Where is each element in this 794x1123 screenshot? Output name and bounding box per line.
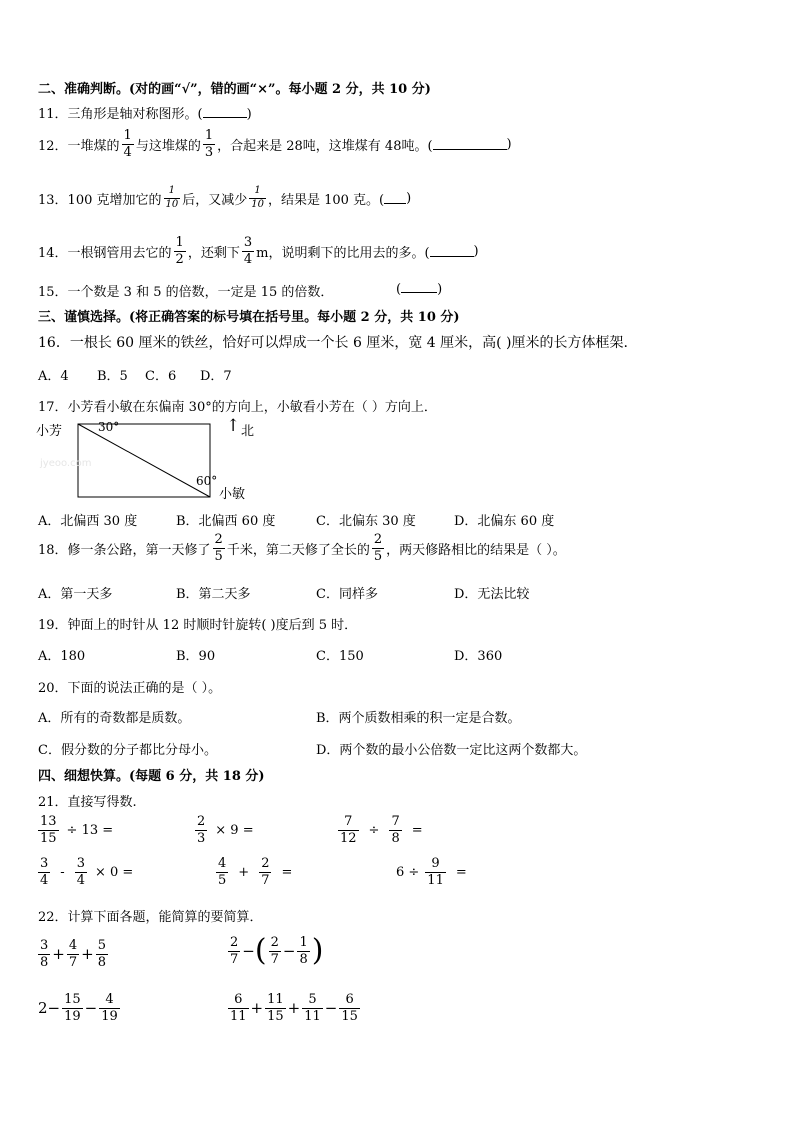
q16-option-b[interactable]: B．5 xyxy=(97,369,128,384)
q16-option-a[interactable]: A．4 xyxy=(38,369,69,384)
fraction: $\frac{1}{10}$ xyxy=(251,185,264,210)
q21-expr-6 xyxy=(396,857,467,887)
fraction: $\frac{4}{5}$ xyxy=(218,856,227,888)
q15-answer xyxy=(396,281,442,297)
label-xiaomin: 小敏 xyxy=(219,487,246,502)
q17-option-d[interactable]: D．北偏东 60 度 xyxy=(454,514,555,529)
q19-option-a[interactable]: A．180 xyxy=(38,649,86,664)
q12-text-c: ，合起来是 28吨，这堆煤有 48吨。( xyxy=(217,138,433,154)
paren-close: ) xyxy=(473,243,479,259)
q16-option-c[interactable]: C．6 xyxy=(145,369,177,384)
answer-blank[interactable] xyxy=(384,192,406,204)
q18-option-b[interactable]: B．第二天多 xyxy=(176,587,251,602)
q17-option-b[interactable]: B．北偏西 60 度 xyxy=(176,514,276,529)
direction-figure xyxy=(36,418,266,506)
q18-text-c: ，两天修路相比的结果是（ ）。 xyxy=(386,542,566,558)
q18-option-c[interactable]: C．同样多 xyxy=(316,587,378,602)
expr-pre: 6 ÷ xyxy=(396,864,420,880)
q20-option-c[interactable]: C．假分数的分子都比分母小。 xyxy=(38,743,217,758)
fraction: $\frac{2}{7}$ xyxy=(270,935,279,967)
answer-blank[interactable] xyxy=(203,106,247,118)
paren-open: ( xyxy=(396,282,402,297)
question-17: 17．小芳看小敏在东偏南 30°的方向上，小敏看小芳在（ ）方向上． xyxy=(38,400,437,415)
fraction: $\frac{4}{19}$ xyxy=(101,992,118,1024)
fraction: $\frac{4}{7}$ xyxy=(68,938,78,970)
q11-text: 11．三角形是轴对称图形。( xyxy=(38,107,203,122)
q14-text-c: m，说明剩下的比用去的多。( xyxy=(256,245,430,261)
q12-text-b: 与这堆煤的 xyxy=(135,138,201,154)
fraction: $\frac{9}{11}$ xyxy=(427,856,444,888)
q22-problem-3 xyxy=(38,993,122,1023)
fraction: $\frac{1}{10}$ xyxy=(165,185,179,210)
section4-title: 四、细想快算。(每题 6 分，共 18 分) xyxy=(38,769,265,784)
fraction: $\frac{1}{3}$ xyxy=(204,128,214,160)
q20-option-a[interactable]: A．所有的奇数都是质数。 xyxy=(38,711,191,726)
fraction: $\frac{6}{11}$ xyxy=(230,992,247,1024)
q22-problem-1 xyxy=(36,939,110,969)
operator: + xyxy=(52,945,65,964)
question-16: 16．一根长 60 厘米的铁丝，恰好可以焊成一个长 6 厘米，宽 4 厘米，高( )厘米的长方体框架. xyxy=(38,335,628,351)
paren-close: ) xyxy=(311,933,324,969)
fraction: $\frac{1}{2}$ xyxy=(175,235,184,267)
fraction: $\frac{7}{8}$ xyxy=(391,814,400,846)
question-18 xyxy=(38,533,566,563)
fraction: $\frac{1}{8}$ xyxy=(299,935,308,967)
question-22: 22．计算下面各题，能简算的要简算． xyxy=(38,910,263,925)
fraction: $\frac{2}{7}$ xyxy=(261,856,270,888)
question-13 xyxy=(38,186,411,210)
q19-option-d[interactable]: D．360 xyxy=(454,649,503,664)
expr-rest: = xyxy=(281,864,293,880)
north-arrow-icon: ↑ xyxy=(226,416,241,436)
operator: - xyxy=(60,864,65,880)
paren-close: ) xyxy=(406,190,412,206)
operator: ÷ xyxy=(368,822,380,838)
operator: + xyxy=(287,999,301,1018)
answer-blank[interactable] xyxy=(430,245,474,257)
q15-text: 15．一个数是 3 和 5 的倍数，一定是 15 的倍数． xyxy=(38,285,334,300)
fraction: $\frac{3}{4}$ xyxy=(40,856,49,888)
q21-expr-1 xyxy=(36,815,113,845)
question-14 xyxy=(38,236,479,266)
expr-rest: = xyxy=(455,864,467,880)
question-12 xyxy=(38,129,512,159)
expr-rest: = xyxy=(411,822,423,838)
question-11 xyxy=(38,103,252,122)
label-north: 北 xyxy=(241,424,255,439)
fraction: $\frac{2}{5}$ xyxy=(373,532,383,564)
section2-title: 二、准确判断。(对的画“√”，错的画“×”。每小题 2 分，共 10 分) xyxy=(38,82,431,97)
expr-rest: × 9 = xyxy=(215,822,254,838)
q21-expr-2 xyxy=(193,815,254,845)
q20-option-b[interactable]: B．两个质数相乘的积一定是合数。 xyxy=(316,711,521,726)
q13-text-b: 后，又减少 xyxy=(182,192,248,208)
q21-expr-3 xyxy=(336,815,423,845)
angle-30-label: 30° xyxy=(98,420,120,434)
paren-close: ) xyxy=(506,136,512,152)
fraction: $\frac{3}{4}$ xyxy=(243,235,253,267)
fraction: $\frac{13}{15}$ xyxy=(40,814,57,846)
q17-option-a[interactable]: A．北偏西 30 度 xyxy=(38,514,138,529)
operator: + xyxy=(250,999,264,1018)
q18-option-d[interactable]: D．无法比较 xyxy=(454,587,530,602)
fraction: $\frac{3}{4}$ xyxy=(76,856,85,888)
fraction: $\frac{15}{19}$ xyxy=(64,992,81,1024)
fraction: $\frac{2}{7}$ xyxy=(230,935,239,967)
angle-60-label: 60° xyxy=(196,474,218,488)
fraction: $\frac{1}{4}$ xyxy=(123,128,132,160)
q19-option-c[interactable]: C．150 xyxy=(316,649,364,664)
fraction: $\frac{2}{5}$ xyxy=(214,532,223,564)
q18-text-a: 18．修一条公路，第一天修了 xyxy=(38,542,211,558)
operator: − xyxy=(282,942,296,961)
fraction: $\frac{11}{15}$ xyxy=(267,992,284,1024)
q12-text-a: 12．一堆煤的 xyxy=(38,138,120,154)
fraction: $\frac{6}{15}$ xyxy=(341,992,358,1024)
expr-rest: ÷ 13 = xyxy=(66,822,114,838)
label-xiaofang: 小芳 xyxy=(36,424,63,439)
operator: − xyxy=(84,999,98,1018)
operator: − xyxy=(242,942,255,961)
q17-option-c[interactable]: C．北偏东 30 度 xyxy=(316,514,416,529)
q22-problem-4 xyxy=(226,993,362,1023)
q14-text-b: ，还剩下 xyxy=(187,245,240,261)
question-20: 20．下面的说法正确的是（ ）。 xyxy=(38,681,222,696)
operator: + xyxy=(238,864,250,880)
q22-problem-2 xyxy=(226,933,324,969)
expr-pre: 2 xyxy=(38,999,48,1018)
q21-expr-5 xyxy=(214,857,292,887)
fraction: $\frac{3}{8}$ xyxy=(40,938,49,970)
q13-text-c: ，结果是 100 克。( xyxy=(267,192,385,208)
q14-text-a: 14．一根钢管用去它的 xyxy=(38,245,172,261)
section3-title: 三、谨慎选择。(将正确答案的标号填在括号里。每小题 2 分，共 10 分) xyxy=(38,310,460,325)
q16-option-d[interactable]: D．7 xyxy=(200,369,232,384)
paren-open: ( xyxy=(254,933,267,969)
answer-blank[interactable] xyxy=(401,281,437,293)
operator: − xyxy=(47,999,61,1018)
q18-text-b: 千米，第二天修了全长的 xyxy=(226,542,370,558)
answer-blank[interactable] xyxy=(433,138,507,150)
q13-text-a: 13．100 克增加它的 xyxy=(38,192,162,208)
question-15 xyxy=(38,281,333,300)
diagonal-line xyxy=(78,424,210,497)
q19-option-b[interactable]: B．90 xyxy=(176,649,216,664)
expr-rest: × 0 = xyxy=(94,864,134,880)
q18-option-a[interactable]: A．第一天多 xyxy=(38,587,113,602)
watermark: jyeoo.com xyxy=(40,458,92,469)
fraction: $\frac{5}{11}$ xyxy=(304,992,321,1024)
question-19: 19．钟面上的时针从 12 时顺时针旋转( )度后到 5 时． xyxy=(38,618,358,633)
operator: + xyxy=(81,945,94,964)
operator: − xyxy=(324,999,338,1018)
fraction: $\frac{2}{3}$ xyxy=(197,814,206,846)
paren-close: ) xyxy=(246,107,252,122)
question-21: 21．直接写得数. xyxy=(38,795,137,810)
q21-expr-4 xyxy=(36,857,133,887)
paren-close: ) xyxy=(437,282,443,297)
fraction: $\frac{7}{12}$ xyxy=(340,814,357,846)
fraction: $\frac{5}{8}$ xyxy=(97,938,106,970)
q20-option-d[interactable]: D．两个数的最小公倍数一定比这两个数都大。 xyxy=(316,743,587,758)
